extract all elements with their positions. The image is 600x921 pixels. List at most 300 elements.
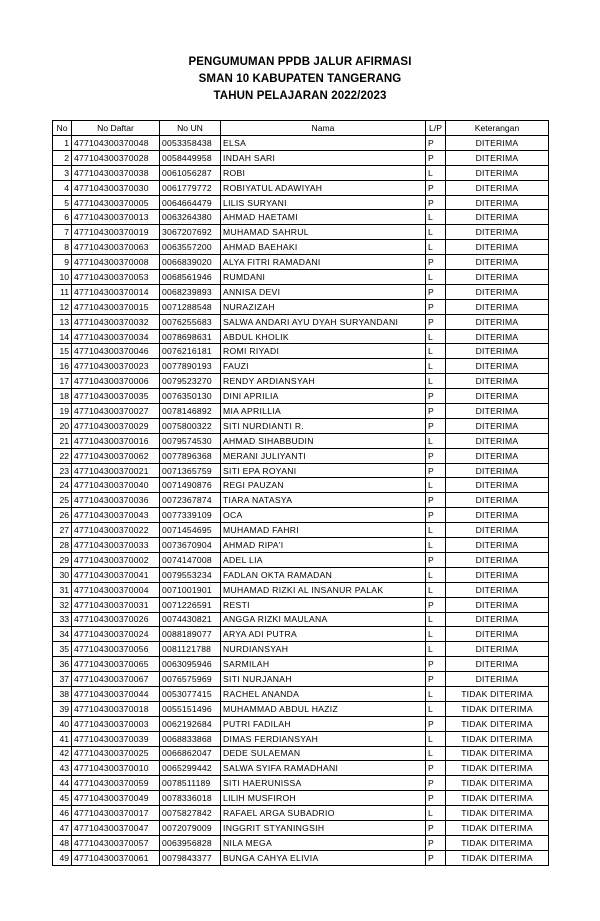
- table-row: [53, 448, 549, 463]
- cell-no-daftar: 477104300370049: [72, 791, 160, 806]
- cell-nama: ROBIYATUL ADAWIYAH: [221, 180, 426, 195]
- cell-no-daftar: 477104300370029: [72, 418, 160, 433]
- cell-keterangan: DITERIMA: [446, 359, 549, 374]
- table-row: [53, 642, 549, 657]
- cell-nama: FAUZI: [221, 359, 426, 374]
- cell-keterangan: DITERIMA: [446, 270, 549, 285]
- cell-no: 22: [53, 448, 72, 463]
- cell-keterangan: TIDAK DITERIMA: [446, 806, 549, 821]
- cell-nama: PUTRI FADILAH: [221, 716, 426, 731]
- cell-nama: TIARA NATASYA: [221, 493, 426, 508]
- cell-keterangan: DITERIMA: [446, 672, 549, 687]
- cell-no-un: 0061056287: [160, 165, 221, 180]
- cell-lp: L: [426, 359, 446, 374]
- cell-keterangan: TIDAK DITERIMA: [446, 761, 549, 776]
- cell-no-un: 3067207692: [160, 225, 221, 240]
- cell-no-daftar: 477104300370006: [72, 374, 160, 389]
- cell-no-daftar: 477104300370008: [72, 255, 160, 270]
- table-row: [53, 657, 549, 672]
- cell-no-daftar: 477104300370059: [72, 776, 160, 791]
- cell-nama: ROMI RIYADI: [221, 344, 426, 359]
- cell-keterangan: DITERIMA: [446, 597, 549, 612]
- cell-nama: AHMAD SIHABBUDIN: [221, 433, 426, 448]
- cell-keterangan: DITERIMA: [446, 657, 549, 672]
- cell-no-un: 0077890193: [160, 359, 221, 374]
- title-line-2: SMAN 10 KABUPATEN TANGERANG: [198, 73, 402, 85]
- cell-no-un: 0079523270: [160, 374, 221, 389]
- cell-lp: P: [426, 389, 446, 404]
- cell-keterangan: TIDAK DITERIMA: [446, 716, 549, 731]
- cell-no-daftar: 477104300370024: [72, 627, 160, 642]
- cell-lp: L: [426, 478, 446, 493]
- table-row: [53, 597, 549, 612]
- table-row: [53, 523, 549, 538]
- cell-lp: P: [426, 850, 446, 865]
- cell-keterangan: DITERIMA: [446, 136, 549, 151]
- cell-lp: P: [426, 493, 446, 508]
- cell-no-daftar: 477104300370039: [72, 731, 160, 746]
- table-header-row: [53, 121, 549, 136]
- cell-no: 1: [53, 136, 72, 151]
- cell-keterangan: TIDAK DITERIMA: [446, 701, 549, 716]
- cell-no-un: 0068239893: [160, 284, 221, 299]
- header-no: No: [53, 121, 72, 136]
- cell-no: 4: [53, 180, 72, 195]
- header-keterangan: Keterangan: [446, 121, 549, 136]
- cell-keterangan: DITERIMA: [446, 180, 549, 195]
- cell-keterangan: DITERIMA: [446, 418, 549, 433]
- table-row: [53, 255, 549, 270]
- cell-no: 28: [53, 538, 72, 553]
- table-row: [53, 314, 549, 329]
- cell-no-daftar: 477104300370003: [72, 716, 160, 731]
- cell-no-daftar: 477104300370043: [72, 508, 160, 523]
- cell-no-un: 0076255683: [160, 314, 221, 329]
- cell-lp: P: [426, 136, 446, 151]
- cell-no-daftar: 477104300370056: [72, 642, 160, 657]
- cell-no-un: 0053077415: [160, 686, 221, 701]
- cell-keterangan: TIDAK DITERIMA: [446, 686, 549, 701]
- cell-nama: MUHAMMAD ABDUL HAZIZ: [221, 701, 426, 716]
- cell-no-un: 0075827842: [160, 806, 221, 821]
- cell-no-daftar: 477104300370046: [72, 344, 160, 359]
- table-row: [53, 195, 549, 210]
- cell-keterangan: DITERIMA: [446, 508, 549, 523]
- cell-no-un: 0062192684: [160, 716, 221, 731]
- cell-no-daftar: 477104300370067: [72, 672, 160, 687]
- table-row: [53, 240, 549, 255]
- cell-nama: AHMAD BAEHAKI: [221, 240, 426, 255]
- cell-lp: P: [426, 776, 446, 791]
- cell-nama: ANGGA RIZKI MAULANA: [221, 612, 426, 627]
- cell-no-daftar: 477104300370038: [72, 165, 160, 180]
- table-row: [53, 389, 549, 404]
- header-nama: Nama: [221, 121, 426, 136]
- cell-nama: RENDY ARDIANSYAH: [221, 374, 426, 389]
- cell-no-daftar: 477104300370017: [72, 806, 160, 821]
- table-row: [53, 165, 549, 180]
- cell-nama: SALWA ANDARI AYU DYAH SURYANDANI: [221, 314, 426, 329]
- cell-keterangan: DITERIMA: [446, 374, 549, 389]
- cell-keterangan: DITERIMA: [446, 567, 549, 582]
- cell-no-un: 0079574530: [160, 433, 221, 448]
- cell-nama: DEDE SULAEMAN: [221, 746, 426, 761]
- cell-no: 25: [53, 493, 72, 508]
- cell-nama: MUHAMAD FAHRI: [221, 523, 426, 538]
- cell-no: 18: [53, 389, 72, 404]
- cell-no: 19: [53, 404, 72, 419]
- cell-no: 24: [53, 478, 72, 493]
- admission-table: [52, 120, 549, 866]
- cell-no-daftar: 477104300370036: [72, 493, 160, 508]
- cell-nama: NURDIANSYAH: [221, 642, 426, 657]
- cell-no-daftar: 477104300370018: [72, 701, 160, 716]
- cell-no-daftar: 477104300370004: [72, 582, 160, 597]
- cell-no-un: 0063095946: [160, 657, 221, 672]
- table-row: [53, 686, 549, 701]
- cell-keterangan: DITERIMA: [446, 582, 549, 597]
- cell-lp: L: [426, 642, 446, 657]
- cell-lp: P: [426, 552, 446, 567]
- title-line-1: PENGUMUMAN PPDB JALUR AFIRMASI: [188, 56, 412, 68]
- cell-no-daftar: 477104300370034: [72, 329, 160, 344]
- table-row: [53, 746, 549, 761]
- cell-no-daftar: 477104300370005: [72, 195, 160, 210]
- table-row: [53, 791, 549, 806]
- title-line-3: TAHUN PELAJARAN 2022/2023: [213, 90, 387, 102]
- table-row: [53, 850, 549, 865]
- header-no-un: No UN: [160, 121, 221, 136]
- table-row: [53, 374, 549, 389]
- table-row: [53, 508, 549, 523]
- table-row: [53, 716, 549, 731]
- cell-keterangan: DITERIMA: [446, 627, 549, 642]
- cell-keterangan: TIDAK DITERIMA: [446, 835, 549, 850]
- header-no-daftar: No Daftar: [72, 121, 160, 136]
- cell-no-daftar: 477104300370022: [72, 523, 160, 538]
- table-row: [53, 806, 549, 821]
- table-row: [53, 627, 549, 642]
- cell-no: 14: [53, 329, 72, 344]
- cell-lp: L: [426, 731, 446, 746]
- document-title: [0, 54, 600, 105]
- cell-keterangan: DITERIMA: [446, 314, 549, 329]
- table-row: [53, 210, 549, 225]
- cell-nama: RUMDANI: [221, 270, 426, 285]
- cell-no-un: 0066862047: [160, 746, 221, 761]
- cell-nama: BUNGA CAHYA ELIVIA: [221, 850, 426, 865]
- cell-no-un: 0088189077: [160, 627, 221, 642]
- cell-no-un: 0071490876: [160, 478, 221, 493]
- cell-lp: P: [426, 835, 446, 850]
- cell-no: 11: [53, 284, 72, 299]
- cell-lp: L: [426, 240, 446, 255]
- cell-no-daftar: 477104300370028: [72, 150, 160, 165]
- cell-no-daftar: 477104300370040: [72, 478, 160, 493]
- cell-no-un: 0071365759: [160, 463, 221, 478]
- cell-no: 16: [53, 359, 72, 374]
- cell-no: 21: [53, 433, 72, 448]
- table-row: [53, 284, 549, 299]
- cell-nama: RACHEL ANANDA: [221, 686, 426, 701]
- cell-no: 43: [53, 761, 72, 776]
- cell-no-daftar: 477104300370044: [72, 686, 160, 701]
- cell-no: 12: [53, 299, 72, 314]
- cell-nama: INGGRIT STYANINGSIH: [221, 820, 426, 835]
- cell-no-daftar: 477104300370063: [72, 240, 160, 255]
- table-row: [53, 418, 549, 433]
- cell-no-daftar: 477104300370033: [72, 538, 160, 553]
- cell-no: 45: [53, 791, 72, 806]
- cell-no: 49: [53, 850, 72, 865]
- cell-no-daftar: 477104300370047: [72, 820, 160, 835]
- cell-nama: MUHAMAD SAHRUL: [221, 225, 426, 240]
- cell-no: 36: [53, 657, 72, 672]
- cell-no: 20: [53, 418, 72, 433]
- cell-nama: ABDUL KHOLIK: [221, 329, 426, 344]
- cell-no-un: 0078146892: [160, 404, 221, 419]
- cell-keterangan: TIDAK DITERIMA: [446, 746, 549, 761]
- cell-lp: L: [426, 686, 446, 701]
- header-lp: L/P: [426, 121, 446, 136]
- cell-keterangan: TIDAK DITERIMA: [446, 791, 549, 806]
- cell-nama: DIMAS FERDIANSYAH: [221, 731, 426, 746]
- cell-no-daftar: 477104300370023: [72, 359, 160, 374]
- cell-no-daftar: 477104300370025: [72, 746, 160, 761]
- cell-keterangan: DITERIMA: [446, 433, 549, 448]
- cell-lp: L: [426, 701, 446, 716]
- cell-keterangan: DITERIMA: [446, 195, 549, 210]
- cell-no-un: 0072367874: [160, 493, 221, 508]
- cell-no: 46: [53, 806, 72, 821]
- cell-lp: P: [426, 404, 446, 419]
- cell-keterangan: TIDAK DITERIMA: [446, 850, 549, 865]
- cell-no-un: 0076216181: [160, 344, 221, 359]
- cell-lp: P: [426, 299, 446, 314]
- cell-no: 8: [53, 240, 72, 255]
- cell-no: 44: [53, 776, 72, 791]
- cell-keterangan: DITERIMA: [446, 255, 549, 270]
- cell-lp: L: [426, 344, 446, 359]
- table-row: [53, 344, 549, 359]
- cell-nama: ADEL LIA: [221, 552, 426, 567]
- cell-keterangan: DITERIMA: [446, 448, 549, 463]
- cell-no-daftar: 477104300370053: [72, 270, 160, 285]
- cell-no-un: 0066839020: [160, 255, 221, 270]
- cell-no-un: 0078511189: [160, 776, 221, 791]
- cell-lp: L: [426, 582, 446, 597]
- cell-no: 5: [53, 195, 72, 210]
- cell-no-un: 0076575969: [160, 672, 221, 687]
- cell-lp: L: [426, 374, 446, 389]
- cell-no-daftar: 477104300370010: [72, 761, 160, 776]
- cell-keterangan: DITERIMA: [446, 463, 549, 478]
- cell-nama: OCA: [221, 508, 426, 523]
- cell-keterangan: DITERIMA: [446, 612, 549, 627]
- cell-nama: SITI NURJANAH: [221, 672, 426, 687]
- cell-keterangan: DITERIMA: [446, 240, 549, 255]
- cell-nama: RESTI: [221, 597, 426, 612]
- table-row: [53, 299, 549, 314]
- table-row: [53, 136, 549, 151]
- cell-no-daftar: 477104300370019: [72, 225, 160, 240]
- table-row: [53, 150, 549, 165]
- cell-lp: P: [426, 150, 446, 165]
- cell-no-daftar: 477104300370061: [72, 850, 160, 865]
- cell-no-daftar: 477104300370041: [72, 567, 160, 582]
- cell-keterangan: DITERIMA: [446, 552, 549, 567]
- cell-nama: NILA MEGA: [221, 835, 426, 850]
- cell-no-un: 0065299442: [160, 761, 221, 776]
- cell-no: 27: [53, 523, 72, 538]
- cell-no: 48: [53, 835, 72, 850]
- cell-keterangan: DITERIMA: [446, 642, 549, 657]
- cell-no: 42: [53, 746, 72, 761]
- cell-no: 13: [53, 314, 72, 329]
- cell-no-un: 0068561946: [160, 270, 221, 285]
- cell-lp: P: [426, 448, 446, 463]
- cell-no-un: 0055151496: [160, 701, 221, 716]
- cell-keterangan: TIDAK DITERIMA: [446, 776, 549, 791]
- cell-no-daftar: 477104300370062: [72, 448, 160, 463]
- cell-no-un: 0063956828: [160, 835, 221, 850]
- cell-lp: P: [426, 314, 446, 329]
- cell-lp: L: [426, 329, 446, 344]
- cell-lp: L: [426, 806, 446, 821]
- cell-no-un: 0063264380: [160, 210, 221, 225]
- cell-keterangan: DITERIMA: [446, 150, 549, 165]
- cell-no-un: 0079553234: [160, 567, 221, 582]
- cell-nama: RAFAEL ARGA SUBADRIO: [221, 806, 426, 821]
- cell-keterangan: DITERIMA: [446, 299, 549, 314]
- cell-nama: MERANI JULIYANTI: [221, 448, 426, 463]
- cell-lp: L: [426, 210, 446, 225]
- cell-nama: ROBI: [221, 165, 426, 180]
- cell-nama: NURAZIZAH: [221, 299, 426, 314]
- table-row: [53, 538, 549, 553]
- cell-no-daftar: 477104300370048: [72, 136, 160, 151]
- cell-nama: SARMILAH: [221, 657, 426, 672]
- cell-keterangan: DITERIMA: [446, 344, 549, 359]
- cell-no-un: 0063557200: [160, 240, 221, 255]
- table-row: [53, 820, 549, 835]
- cell-no: 37: [53, 672, 72, 687]
- cell-no-un: 0053358438: [160, 136, 221, 151]
- cell-no: 35: [53, 642, 72, 657]
- cell-no-un: 0061779772: [160, 180, 221, 195]
- table-row: [53, 835, 549, 850]
- cell-no-un: 0076350130: [160, 389, 221, 404]
- cell-no-un: 0079843377: [160, 850, 221, 865]
- cell-nama: AHMAD HAETAMI: [221, 210, 426, 225]
- cell-no-un: 0074430821: [160, 612, 221, 627]
- cell-nama: SITI EPA ROYANI: [221, 463, 426, 478]
- cell-keterangan: DITERIMA: [446, 210, 549, 225]
- cell-lp: P: [426, 820, 446, 835]
- cell-keterangan: DITERIMA: [446, 284, 549, 299]
- cell-lp: L: [426, 627, 446, 642]
- cell-lp: L: [426, 433, 446, 448]
- cell-no-un: 0071226591: [160, 597, 221, 612]
- cell-no: 7: [53, 225, 72, 240]
- cell-lp: L: [426, 165, 446, 180]
- cell-lp: P: [426, 418, 446, 433]
- cell-no: 32: [53, 597, 72, 612]
- cell-no: 31: [53, 582, 72, 597]
- cell-keterangan: TIDAK DITERIMA: [446, 731, 549, 746]
- cell-keterangan: TIDAK DITERIMA: [446, 820, 549, 835]
- cell-no-daftar: 477104300370027: [72, 404, 160, 419]
- cell-nama: MIA APRILLIA: [221, 404, 426, 419]
- cell-lp: P: [426, 284, 446, 299]
- table-row: [53, 225, 549, 240]
- cell-no-un: 0077339109: [160, 508, 221, 523]
- cell-no-un: 0071454695: [160, 523, 221, 538]
- cell-no-daftar: 477104300370030: [72, 180, 160, 195]
- cell-nama: ANNISA DEVI: [221, 284, 426, 299]
- cell-no-un: 0072079009: [160, 820, 221, 835]
- table-row: [53, 270, 549, 285]
- cell-nama: SALWA SYIFA RAMADHANI: [221, 761, 426, 776]
- cell-keterangan: DITERIMA: [446, 523, 549, 538]
- cell-no-daftar: 477104300370031: [72, 597, 160, 612]
- cell-no: 29: [53, 552, 72, 567]
- cell-no: 10: [53, 270, 72, 285]
- cell-lp: L: [426, 538, 446, 553]
- cell-lp: L: [426, 225, 446, 240]
- table-row: [53, 776, 549, 791]
- cell-lp: P: [426, 791, 446, 806]
- cell-nama: FADLAN OKTA RAMADAN: [221, 567, 426, 582]
- cell-no: 39: [53, 701, 72, 716]
- cell-no: 9: [53, 255, 72, 270]
- cell-nama: MUHAMAD RIZKI AL INSANUR PALAK: [221, 582, 426, 597]
- table-row: [53, 359, 549, 374]
- cell-no: 38: [53, 686, 72, 701]
- table-row: [53, 582, 549, 597]
- cell-nama: SITI NURDIANTI R.: [221, 418, 426, 433]
- cell-lp: L: [426, 746, 446, 761]
- cell-no: 30: [53, 567, 72, 582]
- cell-no-un: 0077896368: [160, 448, 221, 463]
- cell-no: 23: [53, 463, 72, 478]
- cell-keterangan: DITERIMA: [446, 165, 549, 180]
- table-row: [53, 478, 549, 493]
- cell-keterangan: DITERIMA: [446, 225, 549, 240]
- cell-keterangan: DITERIMA: [446, 478, 549, 493]
- cell-no-daftar: 477104300370057: [72, 835, 160, 850]
- cell-lp: L: [426, 612, 446, 627]
- cell-keterangan: DITERIMA: [446, 404, 549, 419]
- cell-no-un: 0064664479: [160, 195, 221, 210]
- cell-no: 47: [53, 820, 72, 835]
- table-row: [53, 433, 549, 448]
- cell-lp: L: [426, 523, 446, 538]
- cell-nama: LILIS SURYANI: [221, 195, 426, 210]
- cell-no: 26: [53, 508, 72, 523]
- cell-no-un: 0075800322: [160, 418, 221, 433]
- table-row: [53, 404, 549, 419]
- cell-nama: DINI APRILIA: [221, 389, 426, 404]
- cell-no-un: 0058449958: [160, 150, 221, 165]
- cell-nama: INDAH SARI: [221, 150, 426, 165]
- table-row: [53, 329, 549, 344]
- cell-no-un: 0068833868: [160, 731, 221, 746]
- table-row: [53, 567, 549, 582]
- table-row: [53, 672, 549, 687]
- cell-no-daftar: 477104300370016: [72, 433, 160, 448]
- cell-no: 34: [53, 627, 72, 642]
